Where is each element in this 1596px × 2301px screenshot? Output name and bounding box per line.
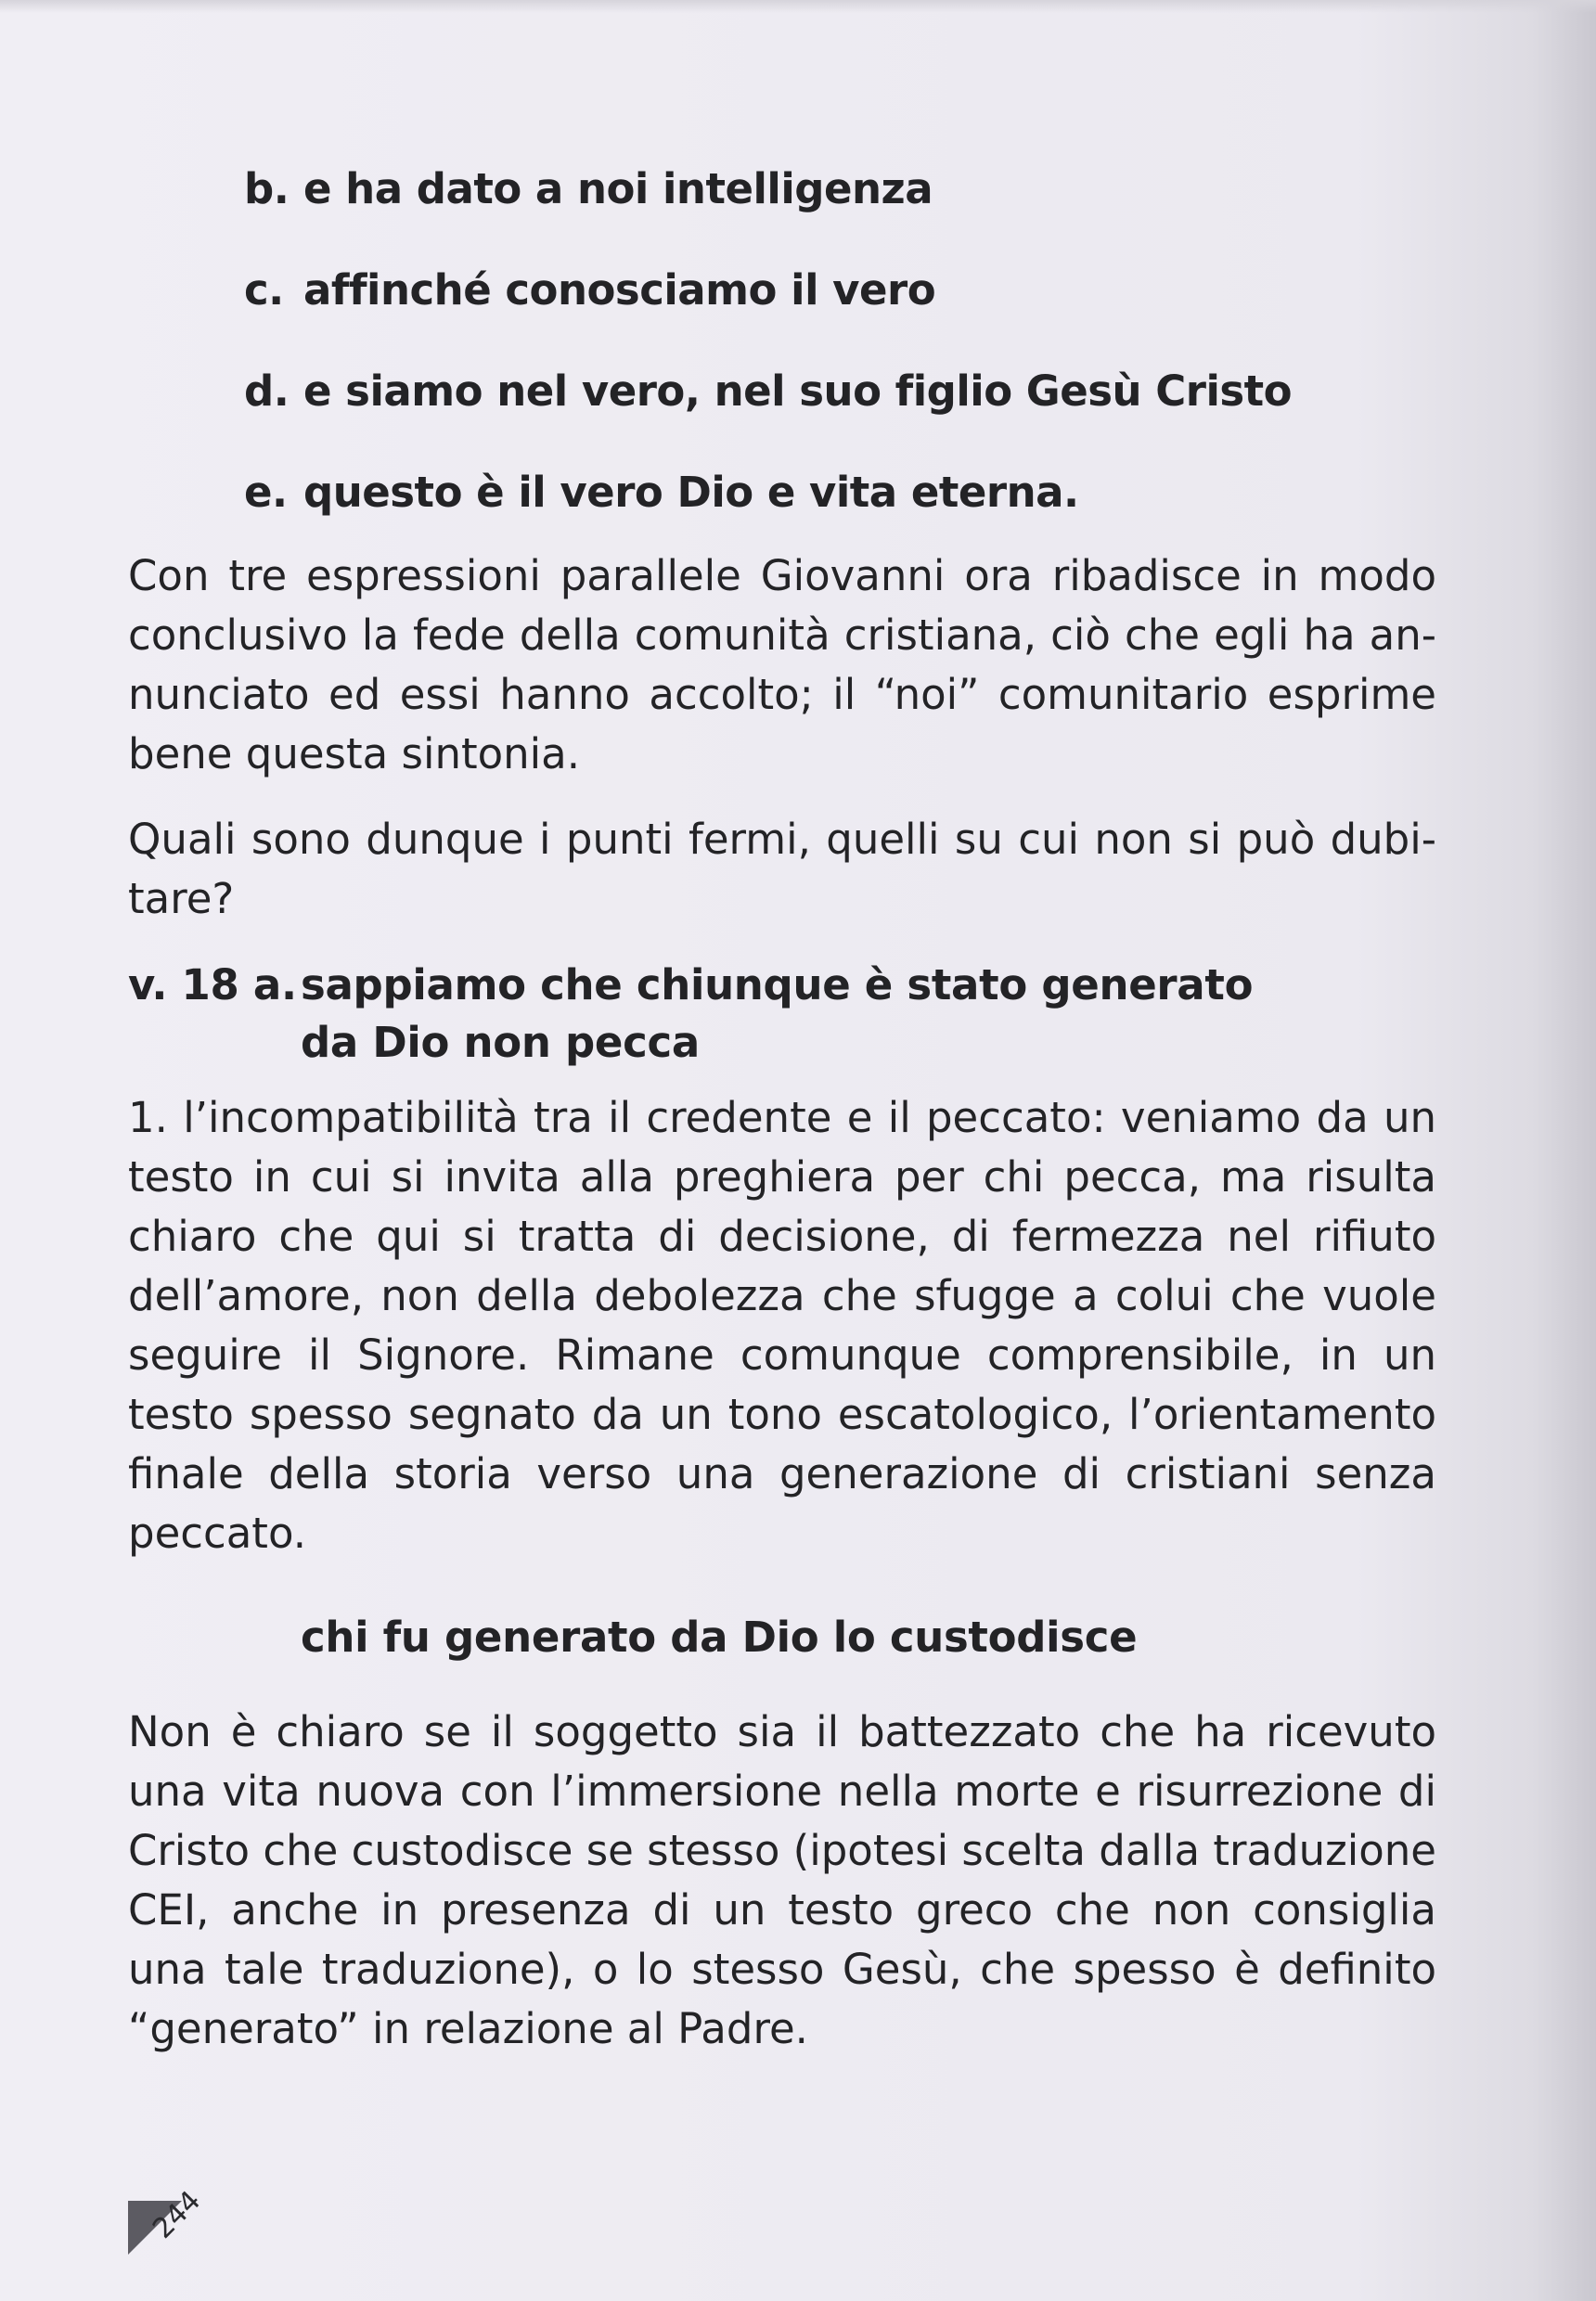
list-item-d (244, 367, 1436, 416)
list-item-c (244, 266, 1436, 315)
list-item-b (244, 165, 1436, 213)
paragraph-conclusion: Con tre espressioni parallele Giovanni ora ribadisce in modo conclusivo la fede della comunità cristiana, ciò che egli ha annunciato ed essi hanno accolto; il “noi” comunitario esprime bene questa sintonia. (128, 551, 1436, 778)
paragraph-incompatibility: 1. l’incompatibilità tra il credente e il peccato: veniamo da un testo in cui si invita alla preghiera per chi pecca, ma risulta chiaro che qui si tratta di decisione, di fermezza nel rifiuto dell’amore, non della debolezza che sfugge a colui che vuole seguire il Signore. Rimane comunque comprensibile, in un testo spesso segnato da un tono escatologico, l’orientamento finale della storia verso una generazione di cristiani senza peccato. (128, 1093, 1436, 1558)
paragraph-question: Quali sono dunque i punti fermi, quelli su cui non si può dubitare? (128, 815, 1436, 923)
list-text: questo è il vero Dio e vita eterna. (303, 468, 1079, 517)
verse-heading-line2: da Dio non pecca (301, 1018, 700, 1067)
list-text: e siamo nel vero, nel suo figlio Gesù Cristo (303, 366, 1293, 416)
list-letter: e. (244, 468, 288, 517)
subheading: chi fu generato da Dio lo custodisce (301, 1613, 1138, 1662)
list-letter: c. (244, 265, 284, 315)
verse-number: v. 18 a. (128, 960, 297, 1009)
verse-heading-text (301, 957, 1436, 1072)
page-number: 244 (147, 2184, 208, 2245)
verse-heading-line1: sappiamo che chiunque è stato generato (301, 960, 1254, 1009)
list-text: e ha dato a noi intelligenza (303, 164, 933, 213)
page-content (128, 165, 1436, 2059)
paragraph-subject: Non è chiaro se il soggetto sia il battezzato che ha ricevuto una vita nuova con l’immersione nella morte e risurrezione di Cristo che custodisce se stesso (ipotesi scelta dalla traduzione CEI, anche in presenza di un testo greco che non consiglia una tale traduzione), o lo stesso Gesù, che spesso è definito “generato” in relazione al Padre. (128, 1707, 1436, 2053)
list-letter: b. (244, 164, 290, 213)
list-item-e (244, 469, 1436, 517)
list-letter: d. (244, 366, 290, 416)
verse-heading (128, 957, 1436, 1072)
list-text: affinché conosciamo il vero (303, 265, 936, 315)
